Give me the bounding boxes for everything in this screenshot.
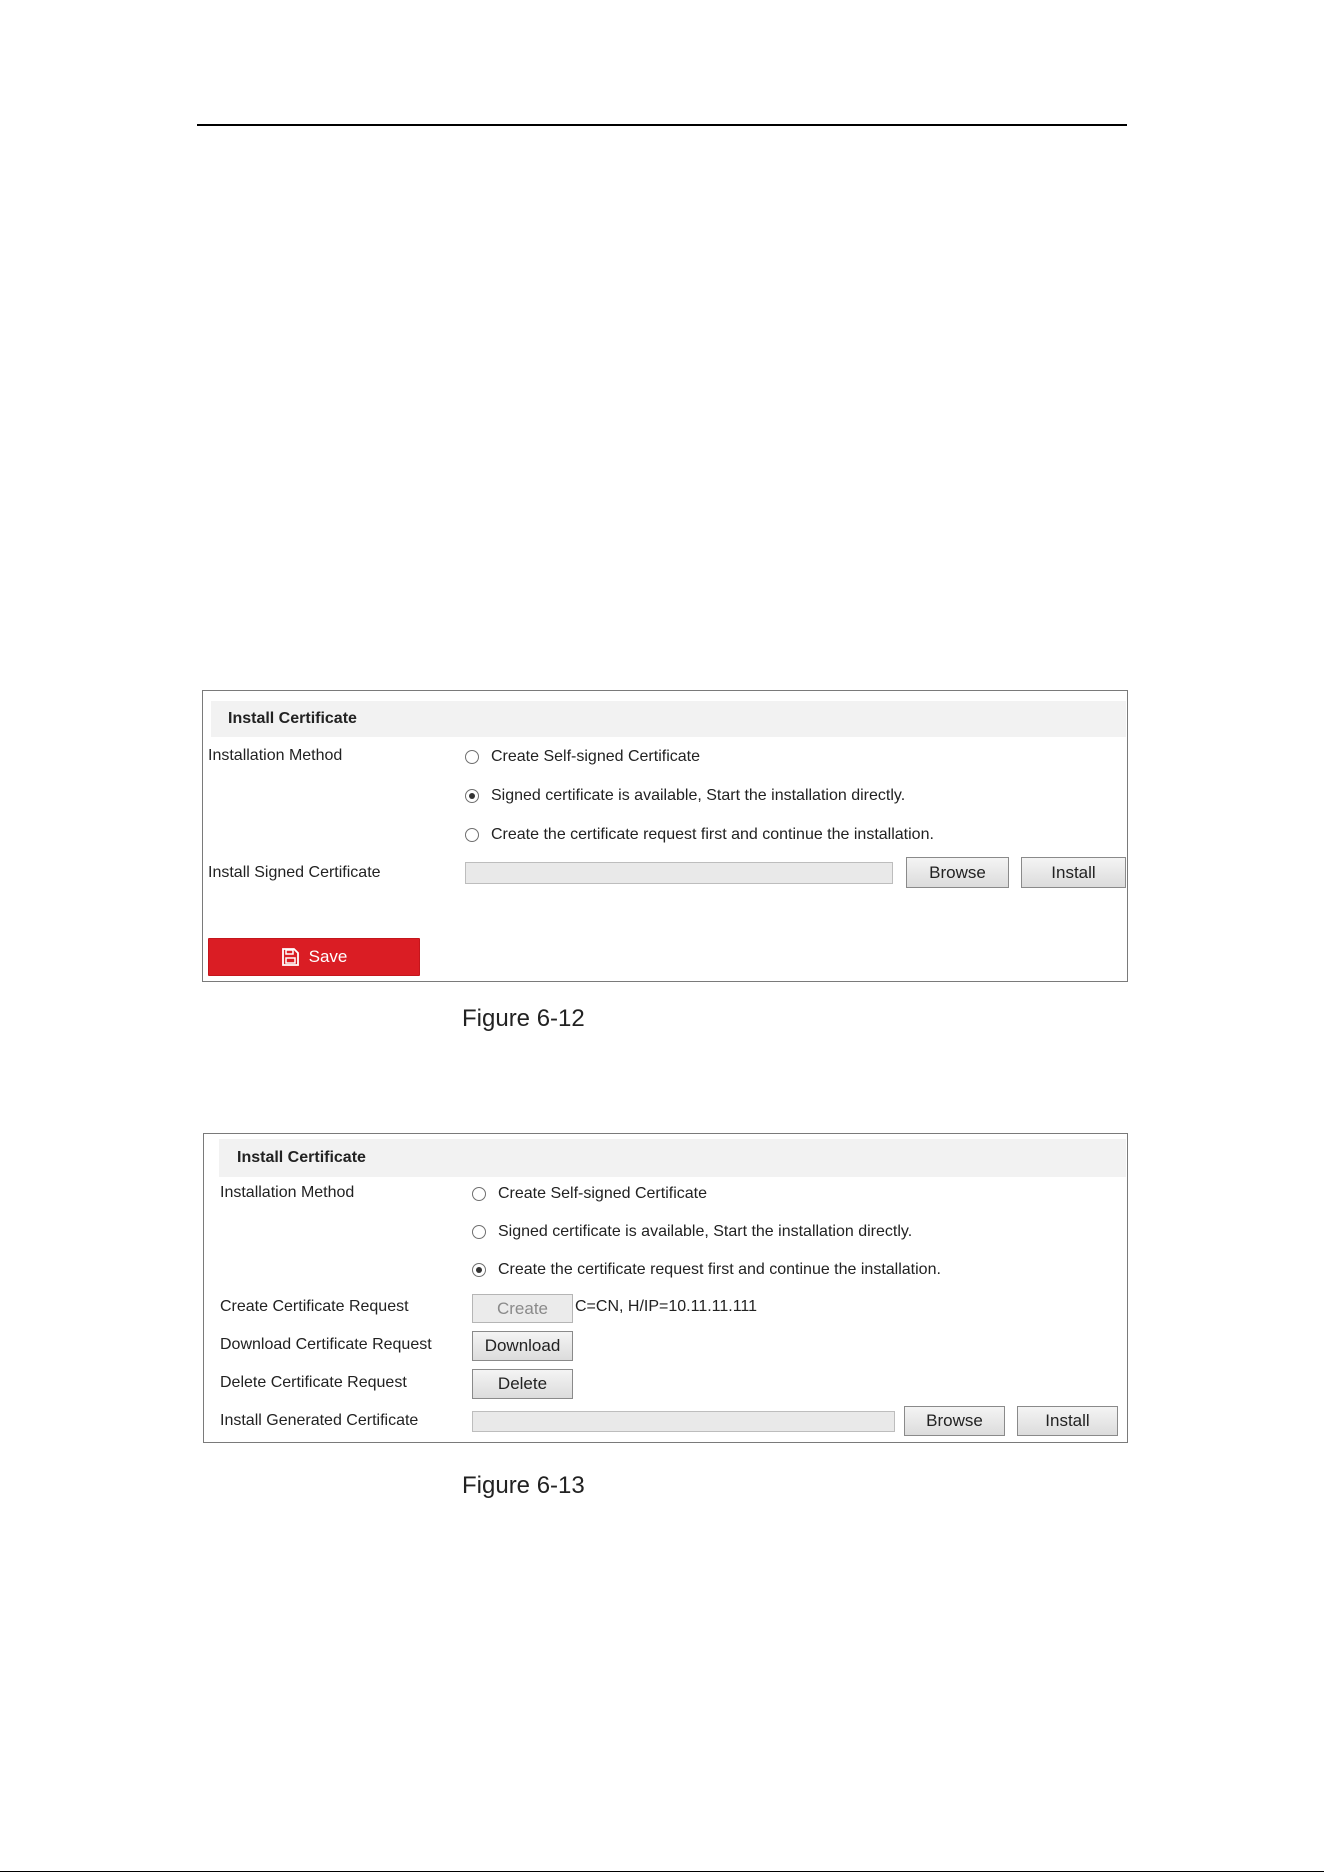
save-label: Save [308,947,348,966]
panel-title: Install Certificate [237,1149,366,1166]
radio-label: Create the certificate request first and continue the installation. [498,1261,941,1278]
panel-title: Install Certificate [228,710,357,727]
radio-circle[interactable] [472,1187,486,1201]
radio-label: Signed certificate is available, Start the installation directly. [491,787,906,804]
install-certificate-panel-fig12 [202,690,1128,982]
page-header-rule [197,124,1127,126]
radio-signed-available[interactable] [465,787,905,805]
radio-create-self-signed[interactable] [465,748,700,766]
radio-create-self-signed[interactable] [472,1185,707,1203]
install-signed-certificate-label: Install Signed Certificate [208,864,381,881]
create-certificate-request-label: Create Certificate Request [220,1298,409,1315]
delete-certificate-request-label: Delete Certificate Request [220,1374,407,1391]
radio-circle[interactable] [465,750,479,764]
install-certificate-panel-fig13 [203,1133,1128,1443]
radio-circle-selected[interactable] [472,1263,486,1277]
delete-button[interactable]: Delete [472,1369,573,1399]
radio-create-request-first[interactable] [472,1261,941,1279]
generated-certificate-file-field[interactable] [472,1411,895,1432]
radio-create-request-first[interactable] [465,826,934,844]
signed-certificate-file-field[interactable] [465,862,893,884]
installation-method-label: Installation Method [220,1184,355,1201]
figure-caption-6-13: Figure 6-13 [462,1472,585,1499]
installation-method-label: Installation Method [208,747,343,764]
install-generated-certificate-label: Install Generated Certificate [220,1412,419,1429]
install-button[interactable]: Install [1017,1406,1118,1436]
certificate-request-info: C=CN, H/IP=10.11.11.111 [575,1298,758,1315]
browse-button[interactable]: Browse [906,857,1009,888]
radio-signed-available[interactable] [472,1223,912,1241]
radio-label: Create Self-signed Certificate [491,748,700,765]
create-button[interactable]: Create [472,1294,573,1323]
panel-header [219,1139,1126,1177]
download-button[interactable]: Download [472,1331,573,1361]
save-icon [281,948,299,966]
radio-label: Create Self-signed Certificate [498,1185,707,1202]
browse-button[interactable]: Browse [904,1406,1005,1436]
radio-circle[interactable] [465,828,479,842]
panel-header [211,701,1126,737]
save-button[interactable] [208,938,420,976]
radio-circle[interactable] [472,1225,486,1239]
radio-circle-selected[interactable] [465,789,479,803]
radio-label: Create the certificate request first and continue the installation. [491,826,934,843]
download-certificate-request-label: Download Certificate Request [220,1336,432,1353]
figure-caption-6-12: Figure 6-12 [462,1005,585,1032]
install-button[interactable]: Install [1021,857,1126,888]
radio-label: Signed certificate is available, Start the installation directly. [498,1223,913,1240]
